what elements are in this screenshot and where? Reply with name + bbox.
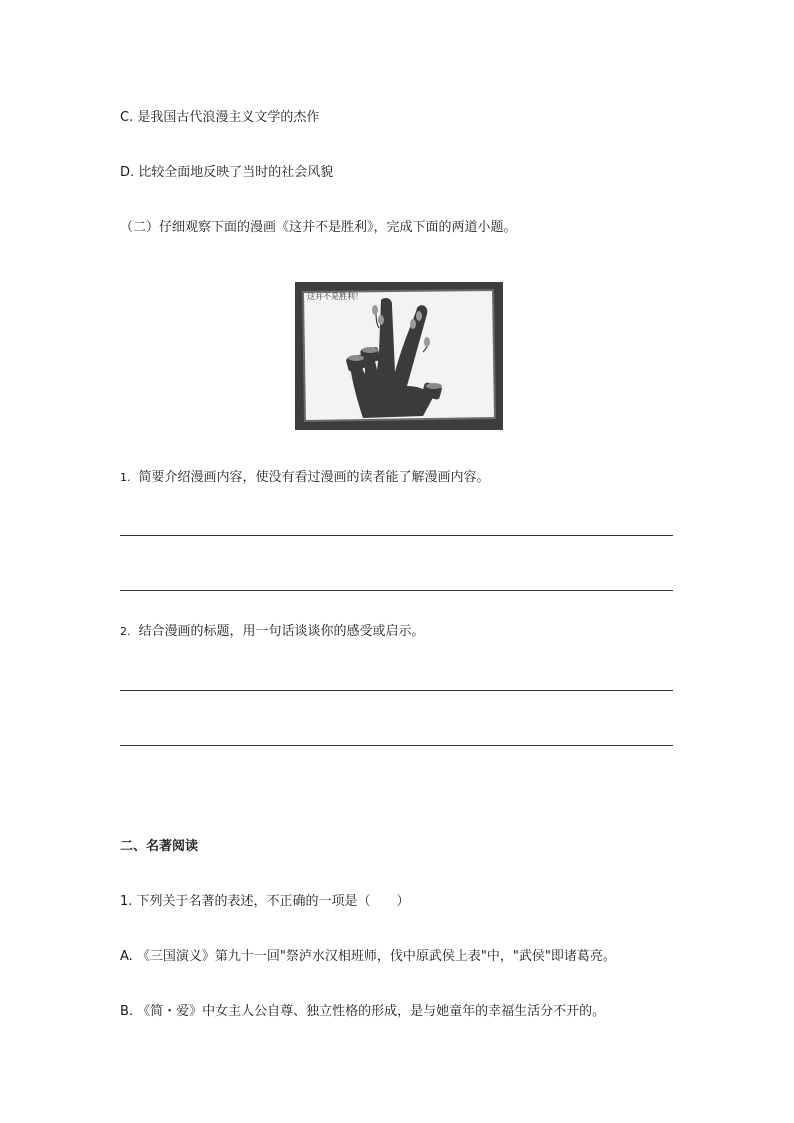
- answer-line-2a[interactable]: [120, 690, 673, 691]
- answer-line-1b[interactable]: [120, 590, 673, 591]
- question-2: [120, 623, 425, 641]
- classics-option-a: A. 《三国演义》第九十一回"祭泸水汉相班师，伐中原武侯上表"中，"武侯"即诸葛亮。: [120, 949, 616, 964]
- cartoon-image: [295, 282, 503, 430]
- answer-line-1a[interactable]: [120, 535, 673, 536]
- part-two-heading: （二）仔细观察下面的漫画《这并不是胜利》，完成下面的两道小题。: [120, 220, 517, 235]
- option-d: D. 比较全面地反映了当时的社会风貌: [120, 165, 334, 180]
- option-c: C. 是我国古代浪漫主义文学的杰作: [120, 110, 320, 125]
- cartoon-caption: 这并不是胜利！: [307, 292, 363, 301]
- question-2-number: 2.: [120, 625, 131, 638]
- question-1-text: 简要介绍漫画内容，使没有看过漫画的读者能了解漫画内容。: [138, 470, 490, 485]
- section-two-heading: 二、名著阅读: [120, 839, 199, 854]
- question-2-text: 结合漫画的标题，用一句话谈谈你的感受或启示。: [138, 624, 425, 639]
- question-1: [120, 469, 490, 487]
- classics-option-b: B. 《简・爱》中女主人公自尊、独立性格的形成，是与她童年的幸福生活分不开的。: [120, 1004, 606, 1019]
- question-1-number: 1.: [120, 471, 131, 484]
- answer-line-2b[interactable]: [120, 745, 673, 746]
- classics-question-1: 1. 下列关于名著的表述，不正确的一项是（ ）: [120, 894, 410, 909]
